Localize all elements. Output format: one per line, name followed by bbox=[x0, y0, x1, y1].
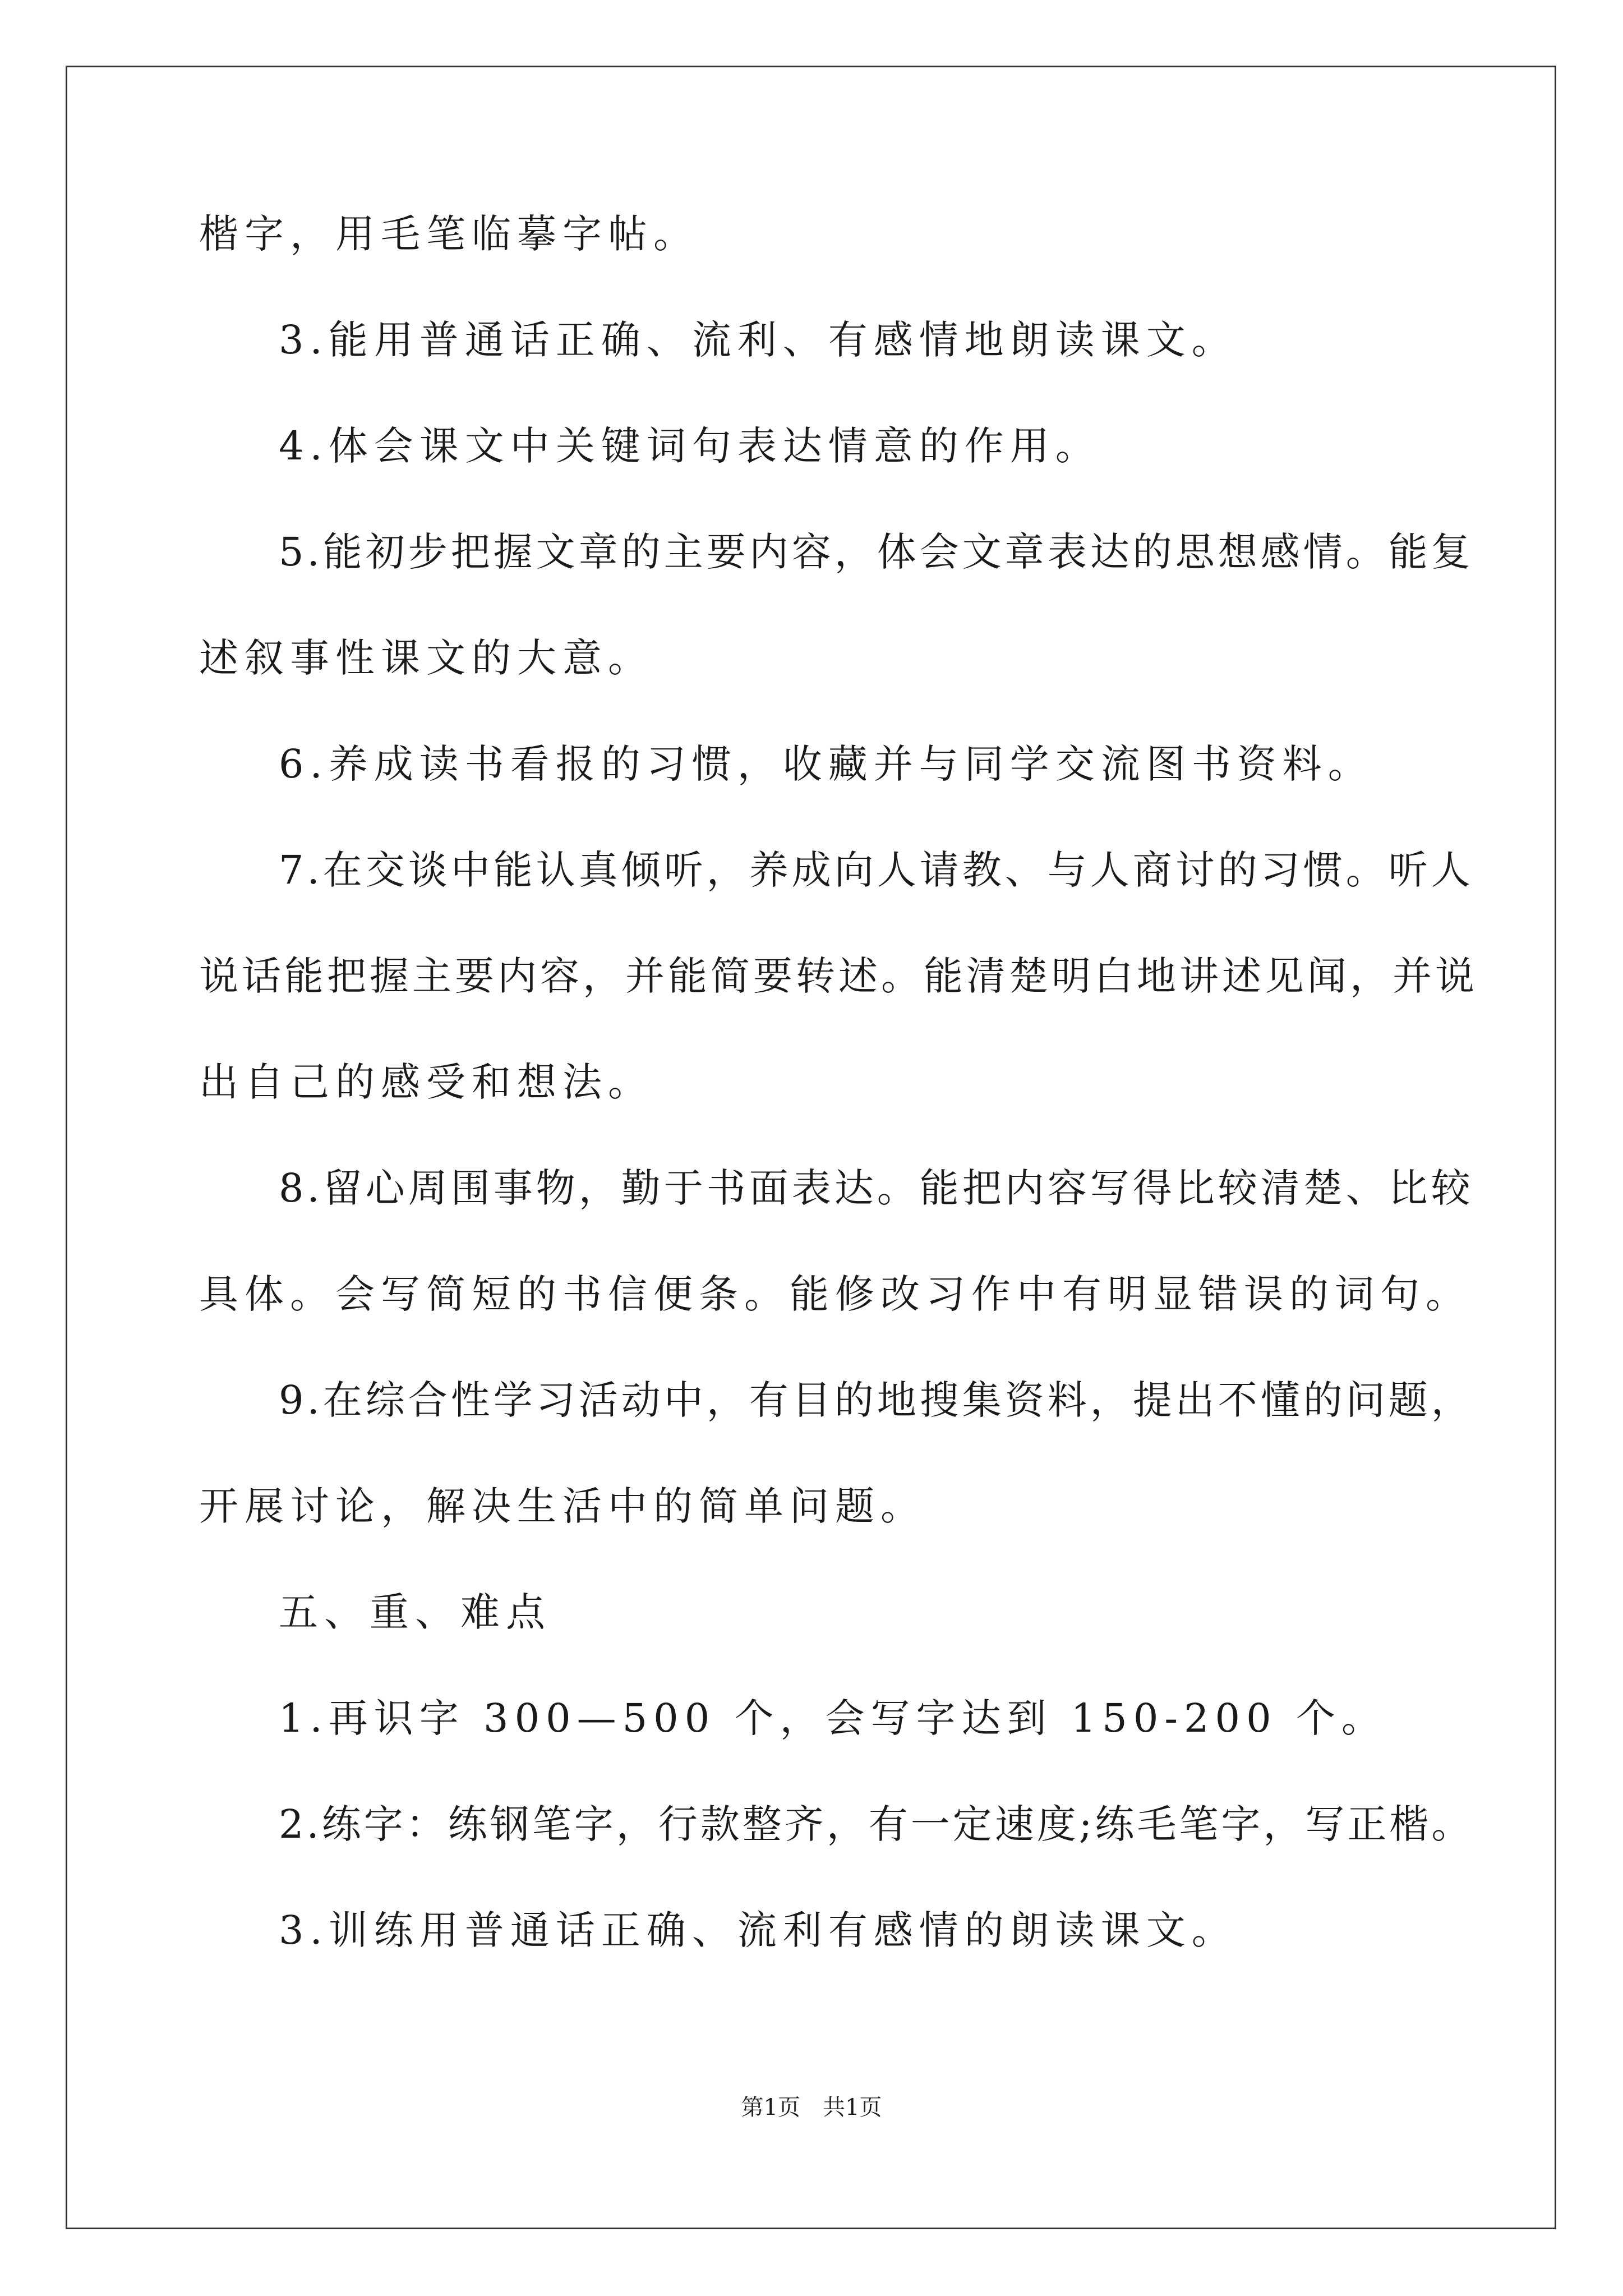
page-footer: 第1页 共1页 bbox=[741, 2095, 882, 2120]
text-line: 开展讨论，解决生活中的简单问题。 bbox=[199, 1483, 926, 1529]
text-line: 说话能把握主要内容，并能简要转述。能清楚明白地讲述见闻，并说 bbox=[199, 953, 1478, 999]
text-line: 1.再识字 300—500 个，会写字达到 150-200 个。 bbox=[279, 1695, 1387, 1741]
text-line: 2.练字：练钢笔字，行款整齐，有一定速度;练毛笔字，写正楷。 bbox=[279, 1801, 1474, 1847]
text-line: 具体。会写简短的书信便条。能修改习作中有明显错误的词句。 bbox=[199, 1271, 1471, 1317]
page-border bbox=[66, 66, 1556, 2229]
text-line: 9.在综合性学习活动中，有目的地搜集资料，提出不懂的问题， bbox=[279, 1377, 1474, 1423]
text-line: 6.养成读书看报的习惯，收藏并与同学交流图书资料。 bbox=[279, 741, 1373, 787]
text-line: 7.在交谈中能认真倾听，养成向人请教、与人商讨的习惯。听人 bbox=[279, 847, 1474, 893]
section-heading: 五、重、难点 bbox=[279, 1589, 551, 1635]
text-line: 4.体会课文中关键词句表达情意的作用。 bbox=[279, 423, 1101, 469]
text-line: 8.留心周围事物，勤于书面表达。能把内容写得比较清楚、比较 bbox=[279, 1165, 1474, 1211]
text-line: 出自己的感受和想法。 bbox=[199, 1059, 653, 1105]
text-line: 3.训练用普通话正确、流利有感情的朗读课文。 bbox=[279, 1907, 1237, 1953]
text-line: 5.能初步把握文章的主要内容，体会文章表达的思想感情。能复 bbox=[279, 529, 1474, 575]
text-line: 3.能用普通话正确、流利、有感情地朗读课文。 bbox=[279, 317, 1237, 363]
text-line: 楷字，用毛笔临摹字帖。 bbox=[199, 211, 699, 257]
text-line: 述叙事性课文的大意。 bbox=[199, 635, 653, 681]
